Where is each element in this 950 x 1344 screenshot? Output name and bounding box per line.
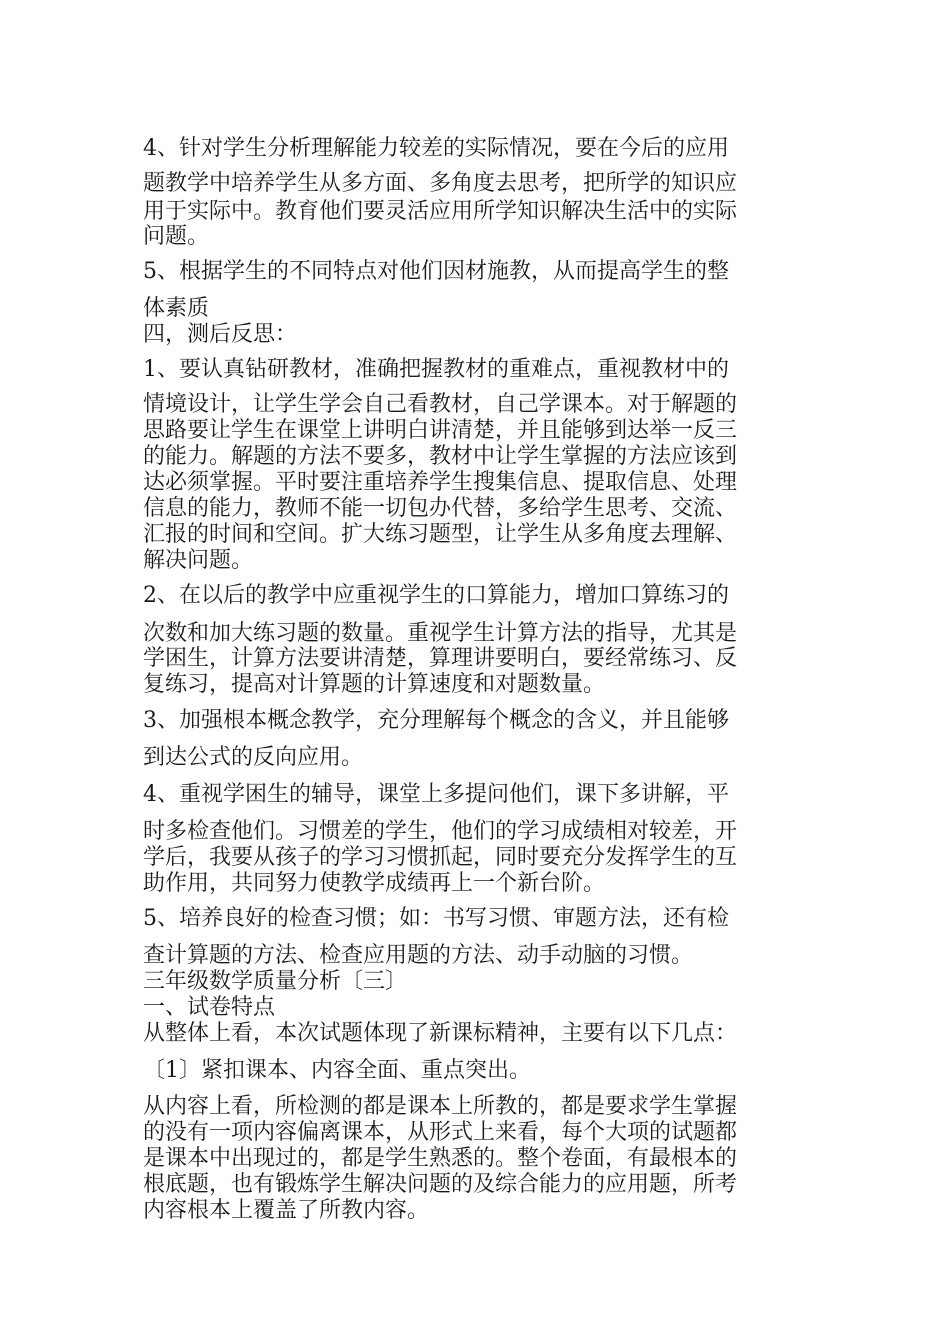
document-heading: 三年级数学质量分析〔三〕 bbox=[143, 969, 408, 994]
text-line: 问题。 bbox=[143, 224, 210, 249]
text-line: 学后，我要从孩子的学习习惯抓起，同时要充分发挥学生的互 bbox=[143, 845, 738, 870]
text-line: 复练习，提高对计算题的计算速度和对题数量。 bbox=[143, 672, 606, 697]
text-line: 信息的能力，教师不能一切包办代替，多给学生思考、交流、 bbox=[143, 496, 738, 521]
text-line: 次数和加大练习题的数量。重视学生计算方法的指导，尤其是 bbox=[143, 621, 738, 646]
text-line: 5、培养良好的检查习惯；如：书写习惯、审题方法，还有检 bbox=[143, 906, 729, 931]
text-line: 2、在以后的教学中应重视学生的口算能力，增加口算练习的 bbox=[143, 583, 729, 608]
text-line: 思路要让学生在课堂上讲明白讲清楚，并且能够到达举一反三 bbox=[143, 418, 738, 443]
text-line: 达必须掌握。平时要注重培养学生搜集信息、提取信息、处理 bbox=[143, 470, 738, 495]
text-line: 时多检查他们。习惯差的学生，他们的学习成绩相对较差，开 bbox=[143, 819, 738, 844]
text-line: 的没有一项内容偏离课本，从形式上来看，每个大项的试题都 bbox=[143, 1120, 738, 1145]
text-line: 从整体上看，本次试题体现了新课标精神，主要有以下几点： bbox=[143, 1021, 738, 1046]
text-line: 体素质 bbox=[143, 296, 210, 321]
text-line: 助作用，共同努力使教学成绩再上一个新台阶。 bbox=[143, 871, 606, 896]
text-line: 汇报的时间和空间。扩大练习题型，让学生从多角度去理解、 bbox=[143, 522, 738, 547]
text-line: 〔1〕紧扣课本、内容全面、重点突出。 bbox=[143, 1058, 531, 1083]
text-line: 根底题，也有锻炼学生解决问题的及综合能力的应用题，所考 bbox=[143, 1172, 738, 1197]
text-line: 题教学中培养学生从多方面、多角度去思考，把所学的知识应 bbox=[143, 171, 738, 196]
text-line: 4、重视学困生的辅导，课堂上多提问他们，课下多讲解，平 bbox=[143, 782, 729, 807]
text-line: 用于实际中。教育他们要灵活应用所学知识解决生活中的实际 bbox=[143, 199, 738, 224]
text-line: 内容根本上覆盖了所教内容。 bbox=[143, 1198, 430, 1223]
text-line: 5、根据学生的不同特点对他们因材施教，从而提高学生的整 bbox=[143, 259, 729, 284]
text-line: 到达公式的反向应用。 bbox=[143, 745, 364, 770]
text-line: 是课本中出现过的，都是学生熟悉的。整个卷面，有最根本的 bbox=[143, 1146, 738, 1171]
section-heading: 四，测后反思： bbox=[143, 322, 298, 347]
text-line: 的能力。解题的方法不要多，教材中让学生掌握的方法应该到 bbox=[143, 444, 738, 469]
text-line: 查计算题的方法、检查应用题的方法、动手动脑的习惯。 bbox=[143, 943, 694, 968]
text-line: 3、加强根本概念教学，充分理解每个概念的含义，并且能够 bbox=[143, 708, 729, 733]
text-line: 情境设计，让学生学会自己看教材，自己学课本。对于解题的 bbox=[143, 392, 738, 417]
section-heading: 一、试卷特点 bbox=[143, 995, 276, 1020]
text-line: 从内容上看，所检测的都是课本上所教的，都是要求学生掌握 bbox=[143, 1094, 738, 1119]
text-line: 学困生，计算方法要讲清楚，算理讲要明白，要经常练习、反 bbox=[143, 646, 738, 671]
text-line: 4、针对学生分析理解能力较差的实际情况，要在今后的应用 bbox=[143, 136, 729, 161]
text-line: 解决问题。 bbox=[143, 548, 254, 573]
text-line: 1、要认真钻研教材，准确把握教材的重难点，重视教材中的 bbox=[143, 357, 729, 382]
